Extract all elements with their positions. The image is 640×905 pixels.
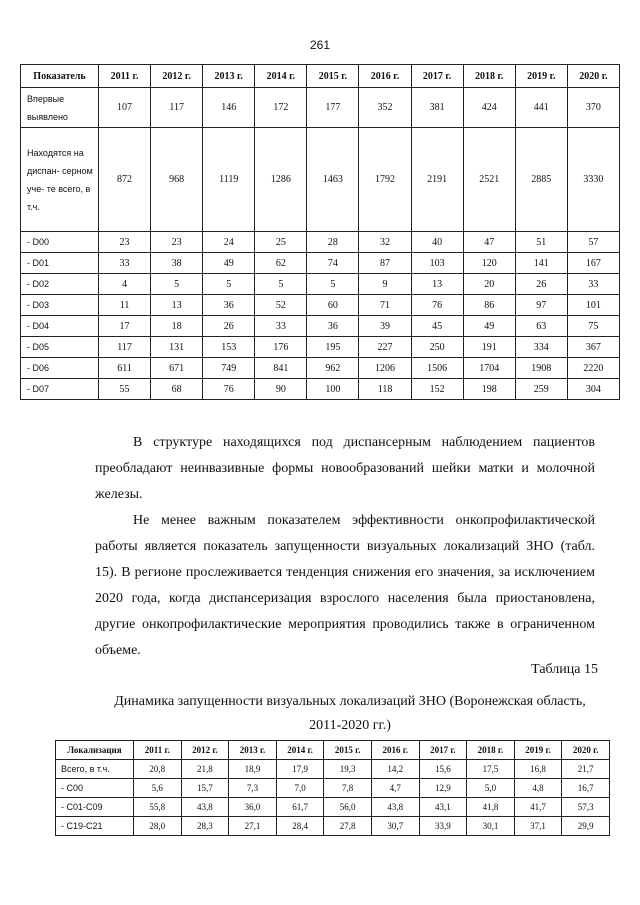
table-1-cell: 103 <box>411 253 463 274</box>
table-1-header-cell: 2018 г. <box>463 65 515 88</box>
table-2-cell: 56,0 <box>324 798 372 817</box>
table-2-cell: 30,7 <box>371 817 419 836</box>
table-2-cell: 7,3 <box>229 779 277 798</box>
table-1-header-cell: 2019 г. <box>515 65 567 88</box>
table-2-cell: 20,8 <box>134 760 182 779</box>
table-1-cell: 62 <box>255 253 307 274</box>
table-1-cell: 26 <box>203 316 255 337</box>
table-1-cell: 424 <box>463 88 515 128</box>
table-2-cell: 4,7 <box>371 779 419 798</box>
table-2-header-cell: 2020 г. <box>562 741 610 760</box>
table-1-cell: 17 <box>99 316 151 337</box>
table-1-cell: 2521 <box>463 128 515 232</box>
table-2-header-cell: 2014 г. <box>276 741 324 760</box>
table-1-cell: 11 <box>99 295 151 316</box>
table-1-cell: 52 <box>255 295 307 316</box>
table-1-cell: 39 <box>359 316 411 337</box>
table-1-row <box>21 253 620 274</box>
table-1-cell: 24 <box>203 232 255 253</box>
table-2-cell: 43,1 <box>419 798 467 817</box>
table-2-header-cell: 2016 г. <box>371 741 419 760</box>
page-number: 261 <box>309 38 331 52</box>
table-1-cell: 968 <box>151 128 203 232</box>
table-1-header-cell: 2014 г. <box>255 65 307 88</box>
table-2-cell: 7,8 <box>324 779 372 798</box>
table-2-cell: 17,9 <box>276 760 324 779</box>
table-2-cell: 7,0 <box>276 779 324 798</box>
table-1-cell: 1704 <box>463 358 515 379</box>
table-1-cell: 304 <box>567 379 619 400</box>
table-1-cell: 68 <box>151 379 203 400</box>
table-1-cell: 1286 <box>255 128 307 232</box>
table-1-row <box>21 379 620 400</box>
table-1-cell: 250 <box>411 337 463 358</box>
table-1-cell: 117 <box>151 88 203 128</box>
table-1-header-cell: 2011 г. <box>99 65 151 88</box>
table-1-cell: 76 <box>203 379 255 400</box>
table-2-header-cell: 2017 г. <box>419 741 467 760</box>
table-2-row-label: - С00 <box>56 779 134 798</box>
table-1-cell: 118 <box>359 379 411 400</box>
table-1-cell: 1792 <box>359 128 411 232</box>
table-1-cell: 87 <box>359 253 411 274</box>
table-1-cell: 36 <box>307 316 359 337</box>
table-2-cell: 36,0 <box>229 798 277 817</box>
table-2-header-cell: 2018 г. <box>467 741 515 760</box>
table-2-cell: 21,7 <box>562 760 610 779</box>
table-1-cell: 45 <box>411 316 463 337</box>
table-1-cell: 872 <box>99 128 151 232</box>
table-1-cell: 23 <box>151 232 203 253</box>
table-2-cell: 15,7 <box>181 779 229 798</box>
table-2-row <box>56 779 610 798</box>
table-2-row-label: Всего, в т.ч. <box>56 760 134 779</box>
table-2-cell: 15,6 <box>419 760 467 779</box>
table-1-cell: 259 <box>515 379 567 400</box>
table-1-cell: 28 <box>307 232 359 253</box>
table-1-cell: 5 <box>203 274 255 295</box>
table-1-row <box>21 358 620 379</box>
table-1-header-cell: 2012 г. <box>151 65 203 88</box>
table-2-cell: 27,1 <box>229 817 277 836</box>
table-2-cell: 28,3 <box>181 817 229 836</box>
table-1-cell: 5 <box>255 274 307 295</box>
table-2-cell: 33,9 <box>419 817 467 836</box>
table-1-cell: 100 <box>307 379 359 400</box>
table-1-row <box>21 232 620 253</box>
table-1-cell: 3330 <box>567 128 619 232</box>
table-1-cell: 33 <box>99 253 151 274</box>
table-1-cell: 36 <box>203 295 255 316</box>
table-1-row-label: Находятся на диспан- серном уче- те всего, в т.ч. <box>21 128 99 232</box>
table-2-header-row <box>56 741 610 760</box>
table-1-cell: 962 <box>307 358 359 379</box>
table-2-row-label: - С01-С09 <box>56 798 134 817</box>
table-2-cell: 5,0 <box>467 779 515 798</box>
table-2-header-cell: 2011 г. <box>134 741 182 760</box>
table-1-cell: 49 <box>203 253 255 274</box>
table-2-cell: 17,5 <box>467 760 515 779</box>
table-1-cell: 20 <box>463 274 515 295</box>
table-2-header-cell: 2013 г. <box>229 741 277 760</box>
table-2-row <box>56 798 610 817</box>
table-1-cell: 153 <box>203 337 255 358</box>
table-1-cell: 13 <box>411 274 463 295</box>
table-2-cell: 43,8 <box>371 798 419 817</box>
table-1-cell: 2220 <box>567 358 619 379</box>
table-1-cell: 5 <box>151 274 203 295</box>
table-2-row <box>56 817 610 836</box>
table-1-cell: 40 <box>411 232 463 253</box>
table-1-cell: 671 <box>151 358 203 379</box>
table-1-cell: 76 <box>411 295 463 316</box>
table-1-cell: 63 <box>515 316 567 337</box>
table-1-cell: 107 <box>99 88 151 128</box>
table-1-row-label: - D03 <box>21 295 99 316</box>
table-1-cell: 352 <box>359 88 411 128</box>
table-1-cell: 97 <box>515 295 567 316</box>
table-2-cell: 55,8 <box>134 798 182 817</box>
table-1-cell: 1506 <box>411 358 463 379</box>
table-2-neglect-dynamics <box>55 740 610 836</box>
table-2-cell: 43,8 <box>181 798 229 817</box>
table-1-cell: 176 <box>255 337 307 358</box>
table-2-header-cell: 2019 г. <box>514 741 562 760</box>
table-1-cell: 13 <box>151 295 203 316</box>
table-1-row-label: - D02 <box>21 274 99 295</box>
table-1-cell: 5 <box>307 274 359 295</box>
table-1-row <box>21 128 620 232</box>
table-2-header-cell: Локализация <box>56 741 134 760</box>
table-1-cell: 51 <box>515 232 567 253</box>
table-1-cell: 370 <box>567 88 619 128</box>
table-1-row-label: - D01 <box>21 253 99 274</box>
table-1-row-label: - D06 <box>21 358 99 379</box>
table-1-cell: 2191 <box>411 128 463 232</box>
table-2-cell: 28,4 <box>276 817 324 836</box>
table-2-header-cell: 2015 г. <box>324 741 372 760</box>
table-2-cell: 41,8 <box>467 798 515 817</box>
table-2-cell: 21,8 <box>181 760 229 779</box>
table-2-cell: 5,6 <box>134 779 182 798</box>
table-2-row-label: - С19-С21 <box>56 817 134 836</box>
table-1-cell: 60 <box>307 295 359 316</box>
table-1-row <box>21 337 620 358</box>
table-1-cell: 90 <box>255 379 307 400</box>
table-1-header-cell: Показатель <box>21 65 99 88</box>
table-1-row-label: - D07 <box>21 379 99 400</box>
table-1-cell: 1206 <box>359 358 411 379</box>
table-2-cell: 18,9 <box>229 760 277 779</box>
table-1-cell: 1908 <box>515 358 567 379</box>
table-1-cell: 120 <box>463 253 515 274</box>
table-1-cell: 841 <box>255 358 307 379</box>
table-1-cell: 71 <box>359 295 411 316</box>
table-1-header-cell: 2017 г. <box>411 65 463 88</box>
table-1-cell: 32 <box>359 232 411 253</box>
table-2-cell: 16,8 <box>514 760 562 779</box>
table-1-cell: 1463 <box>307 128 359 232</box>
table-1-cell: 9 <box>359 274 411 295</box>
table-2-title: Динамика запущенности визуальных локализаций ЗНО (Воронежская область, 2011-2020 гг.) <box>114 694 586 733</box>
table-1-row-label: Впервые выявлено <box>21 88 99 128</box>
table-2-header-cell: 2012 г. <box>181 741 229 760</box>
table-1-cell: 441 <box>515 88 567 128</box>
table-1-cell: 198 <box>463 379 515 400</box>
table-2-cell: 28,0 <box>134 817 182 836</box>
table-1-header-row <box>21 65 620 88</box>
table-1-cell: 141 <box>515 253 567 274</box>
table-1-cell: 86 <box>463 295 515 316</box>
table-1-header-cell: 2015 г. <box>307 65 359 88</box>
table-1-cell: 749 <box>203 358 255 379</box>
table-2-cell: 41,7 <box>514 798 562 817</box>
table-1-cell: 26 <box>515 274 567 295</box>
table-1-header-cell: 2020 г. <box>567 65 619 88</box>
table-1-header-cell: 2016 г. <box>359 65 411 88</box>
table-1-row <box>21 274 620 295</box>
table-2-cell: 37,1 <box>514 817 562 836</box>
table-2-cell: 57,3 <box>562 798 610 817</box>
table-1-registered-patients <box>20 64 620 400</box>
table-1-cell: 195 <box>307 337 359 358</box>
table-1-row-label: - D05 <box>21 337 99 358</box>
table-2-cell: 14,2 <box>371 760 419 779</box>
table-1-cell: 33 <box>567 274 619 295</box>
table-1-cell: 55 <box>99 379 151 400</box>
table-1-row-label: - D04 <box>21 316 99 337</box>
table-1-cell: 172 <box>255 88 307 128</box>
table-1-row <box>21 295 620 316</box>
table-2-cell: 29,9 <box>562 817 610 836</box>
table-1-cell: 1119 <box>203 128 255 232</box>
paragraph-indicator: Не менее важным показателем эффективности онкопрофилактической работы является показатель запущенности визуальных локализаций ЗНО (табл. 15). В регионе прослеживается тенденция снижения его значения, за исключением 2020 года, когда диспансеризация взрослого населения была приостановлена, другие онкопрофилактические мероприятия проводились также в ограниченном объеме. <box>95 513 595 658</box>
table-1-cell: 191 <box>463 337 515 358</box>
table-1-row <box>21 88 620 128</box>
table-1-cell: 131 <box>151 337 203 358</box>
table-1-cell: 611 <box>99 358 151 379</box>
table-1-cell: 117 <box>99 337 151 358</box>
table-1-cell: 33 <box>255 316 307 337</box>
table-1-cell: 334 <box>515 337 567 358</box>
table-1-cell: 23 <box>99 232 151 253</box>
table-1-cell: 381 <box>411 88 463 128</box>
table-1-cell: 101 <box>567 295 619 316</box>
table-1-cell: 75 <box>567 316 619 337</box>
table-1-cell: 18 <box>151 316 203 337</box>
table-1-cell: 38 <box>151 253 203 274</box>
table-1-cell: 2885 <box>515 128 567 232</box>
table-1-row <box>21 316 620 337</box>
table-1-cell: 367 <box>567 337 619 358</box>
table-1-cell: 152 <box>411 379 463 400</box>
table-1-cell: 74 <box>307 253 359 274</box>
table-1-header-cell: 2013 г. <box>203 65 255 88</box>
table-2-caption: Таблица 15 <box>531 662 598 677</box>
table-2-cell: 19,3 <box>324 760 372 779</box>
table-1-cell: 227 <box>359 337 411 358</box>
table-1-cell: 49 <box>463 316 515 337</box>
table-2-cell: 27,8 <box>324 817 372 836</box>
table-2-cell: 61,7 <box>276 798 324 817</box>
table-1-cell: 167 <box>567 253 619 274</box>
table-2-cell: 30,1 <box>467 817 515 836</box>
table-1-cell: 47 <box>463 232 515 253</box>
table-1-cell: 57 <box>567 232 619 253</box>
paragraph-structure: В структуре находящихся под диспансерным наблюдением пациентов преобладают неинвазивные формы новообразований шейки матки и молочной железы. <box>95 435 595 502</box>
table-1-row-label: - D00 <box>21 232 99 253</box>
table-2-cell: 4,8 <box>514 779 562 798</box>
table-2-cell: 12,9 <box>419 779 467 798</box>
table-1-cell: 4 <box>99 274 151 295</box>
table-2-cell: 16,7 <box>562 779 610 798</box>
table-1-cell: 25 <box>255 232 307 253</box>
table-1-cell: 146 <box>203 88 255 128</box>
table-2-row <box>56 760 610 779</box>
table-1-cell: 177 <box>307 88 359 128</box>
